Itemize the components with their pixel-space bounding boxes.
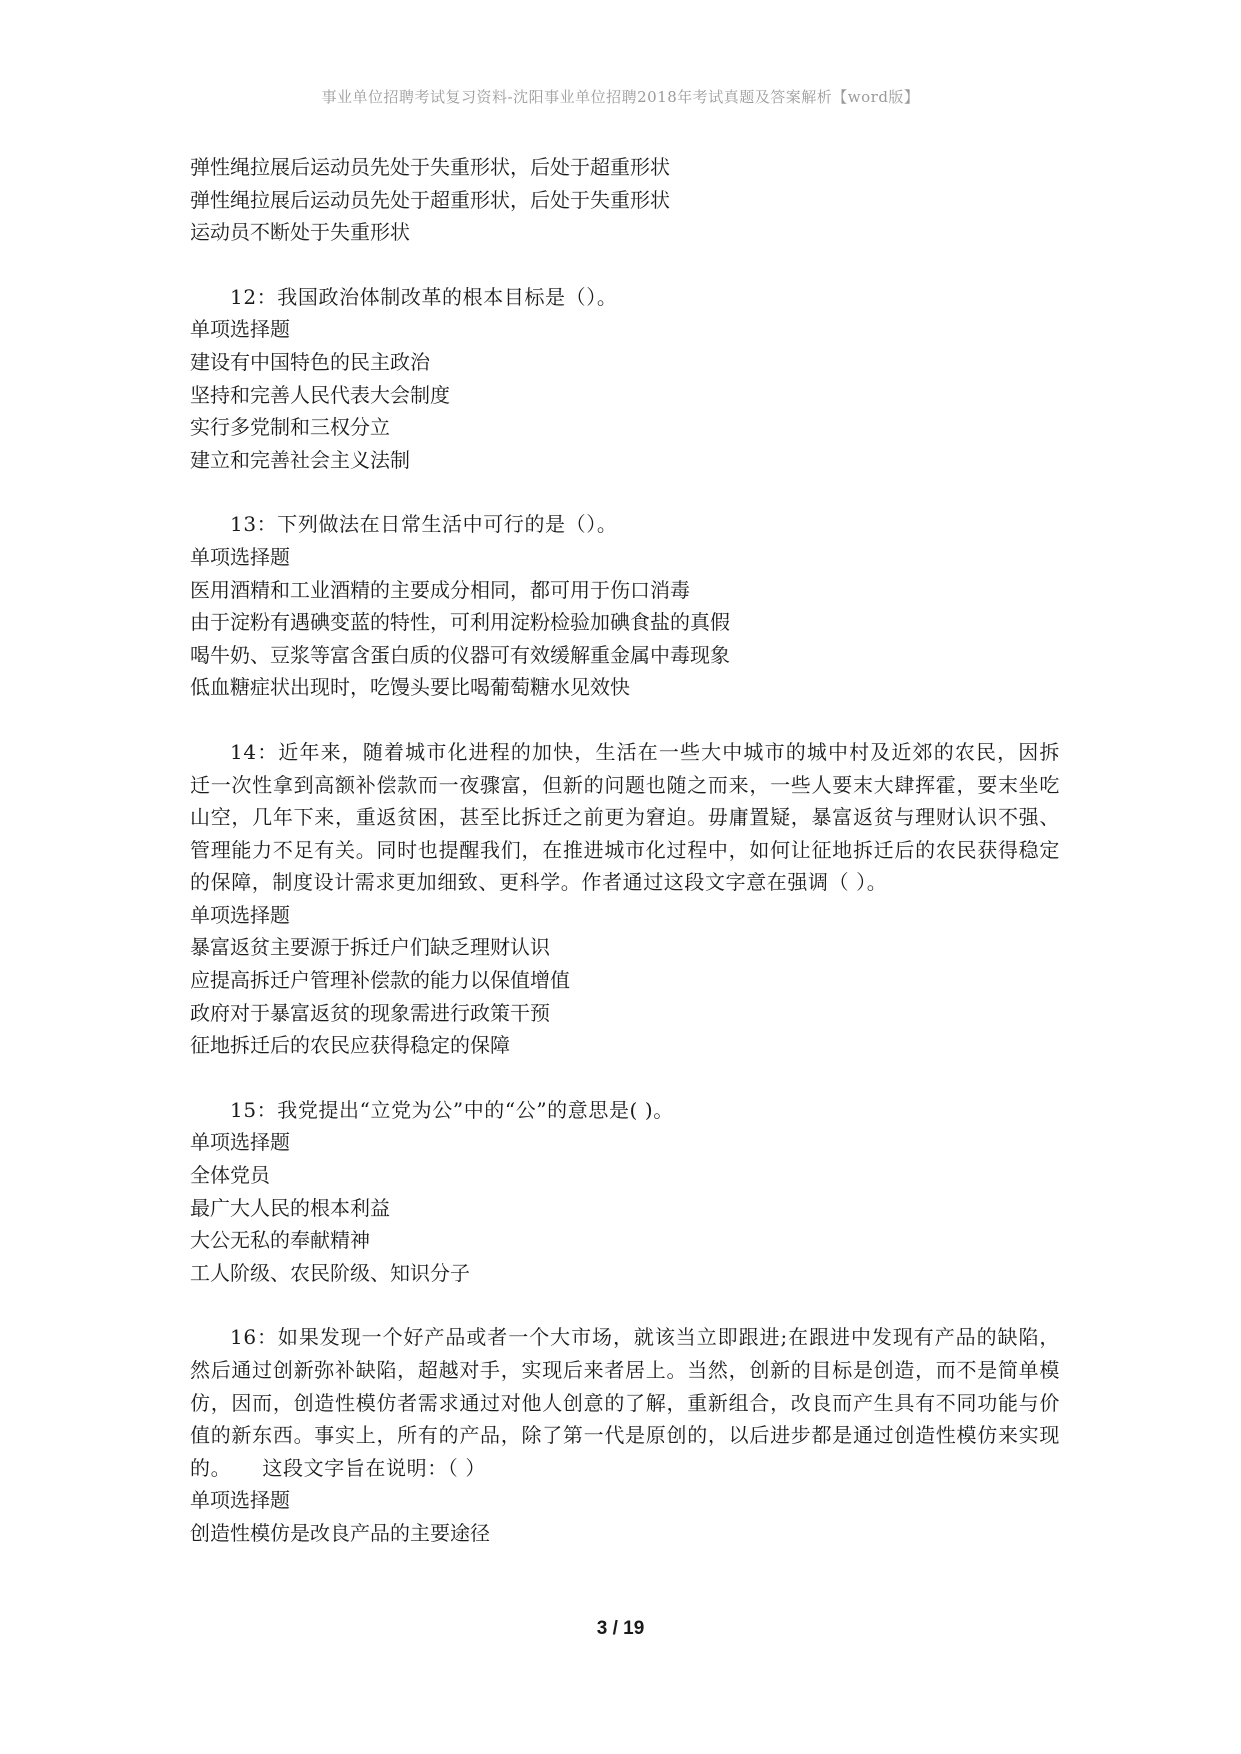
option-item: 弹性绳拉展后运动员先处于失重形状，后处于超重形状 xyxy=(190,155,670,179)
option-item: 大公无私的奉献精神 xyxy=(190,1228,370,1253)
question-15 xyxy=(190,1094,1060,1290)
option-item: 低血糖症状出现时，吃馒头要比喝葡萄糖水见效快 xyxy=(190,675,630,700)
question-16 xyxy=(190,1321,1060,1549)
option-item: 政府对于暴富返贫的现象需进行政策干预 xyxy=(190,1000,550,1025)
option-item: 由于淀粉有遇碘变蓝的特性，可利用淀粉检验加碘食盐的真假 xyxy=(190,610,730,635)
question-14 xyxy=(190,736,1060,1062)
document-body xyxy=(190,151,1060,1550)
question-stem: 16：如果发现一个好产品或者一个大市场，就该当立即跟进;在跟进中发现有产品的缺陷，然后通过创新弥补缺陷，超越对手，实现后来者居上。当然，创新的目标是创造，而不是简单模仿，因而，创造性模仿者需求通过对他人创意的了解，重新组合，改良而产生具有不同功能与价值的新东西。事实上，所有的产品，除了第一代是原创的，以后进步都是通过创造性模仿来实现的。 这段文字旨在说明：（ ） xyxy=(190,1325,1060,1480)
option-item: 医用酒精和工业酒精的主要成分相同，都可用于伤口消毒 xyxy=(190,577,690,602)
option-item: 坚持和完善人民代表大会制度 xyxy=(190,382,450,407)
leading-options xyxy=(190,151,1060,249)
question-type: 单项选择题 xyxy=(190,902,290,927)
question-type: 单项选择题 xyxy=(190,1130,290,1155)
option-item: 最广大人民的根本利益 xyxy=(190,1195,390,1220)
option-item: 工人阶级、农民阶级、知识分子 xyxy=(190,1260,470,1285)
option-item: 建设有中国特色的民主政治 xyxy=(190,349,430,374)
option-item: 征地拆迁后的农民应获得稳定的保障 xyxy=(190,1033,510,1058)
question-stem: 12：我国政治体制改革的根本目标是（）。 xyxy=(230,284,618,309)
option-item: 暴富返贫主要源于拆迁户们缺乏理财认识 xyxy=(190,935,550,960)
question-stem: 14：近年来，随着城市化进程的加快，生活在一些大中城市的城中村及近郊的农民，因拆迁一次性拿到高额补偿款而一夜骤富，但新的问题也随之而来，一些人要末大肆挥霍，要末坐吃山空，几年下来，重返贫困，甚至比拆迁之前更为窘迫。毋庸置疑，暴富返贫与理财认识不强、管理能力不足有关。同时也提醒我们，在推进城市化过程中，如何让征地拆迁后的农民获得稳定的保障，制度设计需求更加细致、更科学。作者通过这段文字意在强调（ ）。 xyxy=(190,739,1060,895)
option-item: 全体党员 xyxy=(190,1163,270,1188)
page-number: 3 / 19 xyxy=(596,1618,645,1639)
question-12 xyxy=(190,281,1060,477)
question-type: 单项选择题 xyxy=(190,317,290,342)
question-stem: 15：我党提出“立党为公”中的“公”的意思是( )。 xyxy=(230,1097,674,1122)
option-item: 运动员不断处于失重形状 xyxy=(190,220,410,245)
question-stem: 13：下列做法在日常生活中可行的是（）。 xyxy=(230,512,618,537)
document-header: 事业单位招聘考试复习资料-沈阳事业单位招聘2018年考试真题及答案解析【word版】 xyxy=(321,88,920,106)
question-type: 单项选择题 xyxy=(190,1488,290,1513)
option-item: 实行多党制和三权分立 xyxy=(190,415,390,440)
question-13 xyxy=(190,508,1060,704)
option-item: 喝牛奶、豆浆等富含蛋白质的仪器可有效缓解重金属中毒现象 xyxy=(190,642,730,667)
option-item: 创造性模仿是改良产品的主要途径 xyxy=(190,1520,490,1545)
question-type: 单项选择题 xyxy=(190,544,290,569)
option-item: 建立和完善社会主义法制 xyxy=(190,447,410,472)
option-item: 应提高拆迁户管理补偿款的能力以保值增值 xyxy=(190,968,570,993)
option-item: 弹性绳拉展后运动员先处于超重形状，后处于失重形状 xyxy=(190,187,670,212)
